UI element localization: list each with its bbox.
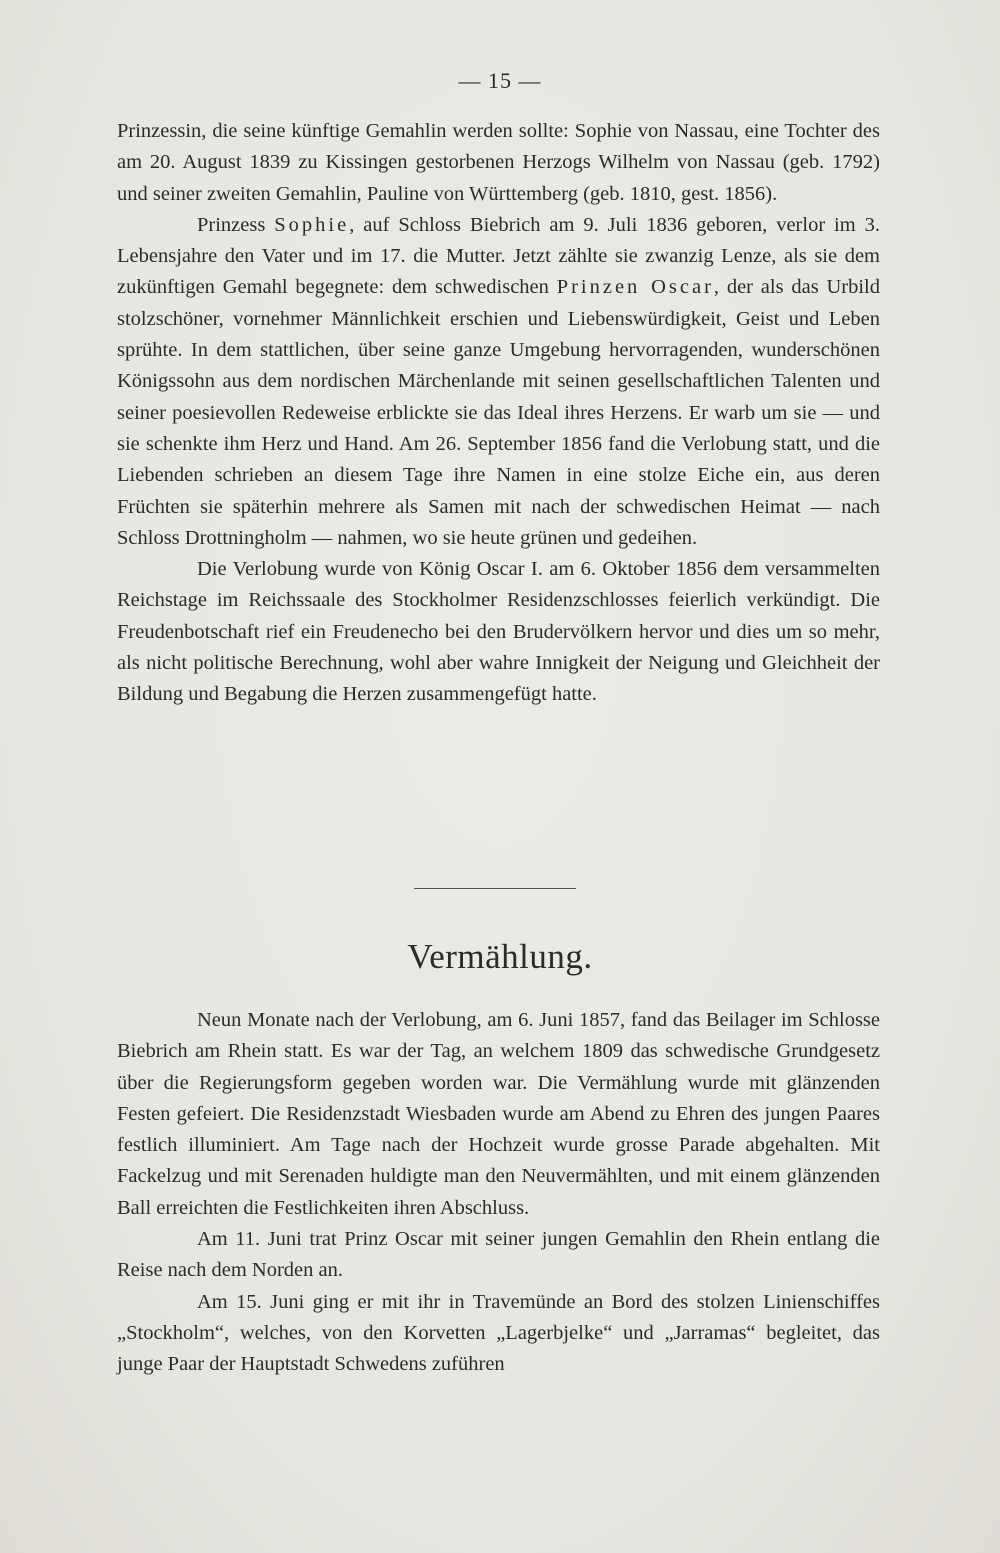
paragraph: Am 15. Juni ging er mit ihr in Travemünde an Bord des stolzen Linienschiffes „Stockholm“, welches, von den Korvetten „Lagerbjelke“ und „Jarramas“ begleitet, das junge Paar der Hauptstadt Schwedens zuführen — [117, 1290, 880, 1376]
section-heading: Vermählung. — [407, 937, 593, 976]
paragraph — [117, 210, 880, 554]
paragraph-text: , der als das Urbild stolzschöner, vornehmer Männlichkeit erschien und Liebenswürdigkeit, Geist und Leben sprühte. In dem stattlichen, über seine ganze Umgebung hervorragenden, wunderschönen Königssohn aus dem nordischen Märchenlande mit seinen gesellschaftlichen Talenten und seiner poesievollen Redeweise erblickte sie das Ideal ihres Herzens. Er warb um sie — und sie schenkte ihm Herz und Hand. Am 26. September 1856 fand die Verlobung statt, und die Liebenden schrieben an diesem Tage ihre Namen in eine stolze Eiche ein, aus deren Früchten sie späterhin mehrere als Samen mit nach der schwedischen Heimat — nach Schloss Drottningholm — nahmen, wo sie heute grünen und gedeihen. — [117, 276, 880, 549]
paragraph-text: , auf Schloss Biebrich am 9. Juli 1836 geboren, verlor im 3. Lebensjahre den Vater und im 17. die Mutter. Jetzt zählte sie zwanzig Lenze, als sie dem zukünftigen Gemahl begegnete: dem schwedischen — [117, 213, 880, 299]
paragraph: Prinzessin, die seine künftige Gemahlin werden sollte: Sophie von Nassau, eine Tochter des am 20. August 1839 zu Kissingen gestorbenen Herzogs Wilhelm von Nassau (geb. 1792) und seiner zweiten Gemahlin, Pauline von Württemberg (geb. 1810, gest. 1856). — [117, 120, 880, 205]
spaced-name: Prinzen Oscar — [556, 276, 714, 299]
paragraph: Neun Monate nach der Verlobung, am 6. Juni 1857, fand das Beilager im Schlosse Biebrich am Rhein statt. Es war der Tag, an welchem 1809 das schwedische Grundgesetz über die Regierungsform gegeben worden war. Die Vermählung wurde mit glänzenden Festen gefeiert. Die Residenzstadt Wiesbaden wurde am Abend zu Ehren des jungen Paares festlich illuminiert. Am Tage nach der Hochzeit wurde grosse Parade abgehalten. Mit Fackelzug und mit Serenaden huldigte man den Neuvermählten, und mit einem glänzenden Ball erreichten die Festlichkeiten ihren Abschluss. — [117, 1009, 880, 1219]
page-number: — 15 — — [458, 68, 542, 93]
paragraph: Die Verlobung wurde von König Oscar I. am 6. Oktober 1856 dem versammelten Reichstage im Reichssaale des Stockholmer Residenzschlosses feierlich verkündigt. Die Freudenbotschaft rief ein Freudenecho bei den Brudervölkern hervor und dies um so mehr, als nicht politische Berechnung, wohl aber wahre Innigkeit der Neigung und Gleichheit der Bildung und Begabung die Herzen zusammengefügt hatte. — [117, 558, 880, 706]
text-block-after-heading — [117, 1005, 880, 1381]
paragraph: Am 11. Juni trat Prinz Oscar mit seiner jungen Gemahlin den Rhein entlang die Reise nach dem Norden an. — [117, 1228, 880, 1282]
paragraph-text: Prinzess — [197, 213, 275, 236]
section-divider — [414, 888, 576, 889]
text-block-before-heading — [117, 116, 880, 711]
spaced-name: Sophie — [274, 213, 350, 236]
